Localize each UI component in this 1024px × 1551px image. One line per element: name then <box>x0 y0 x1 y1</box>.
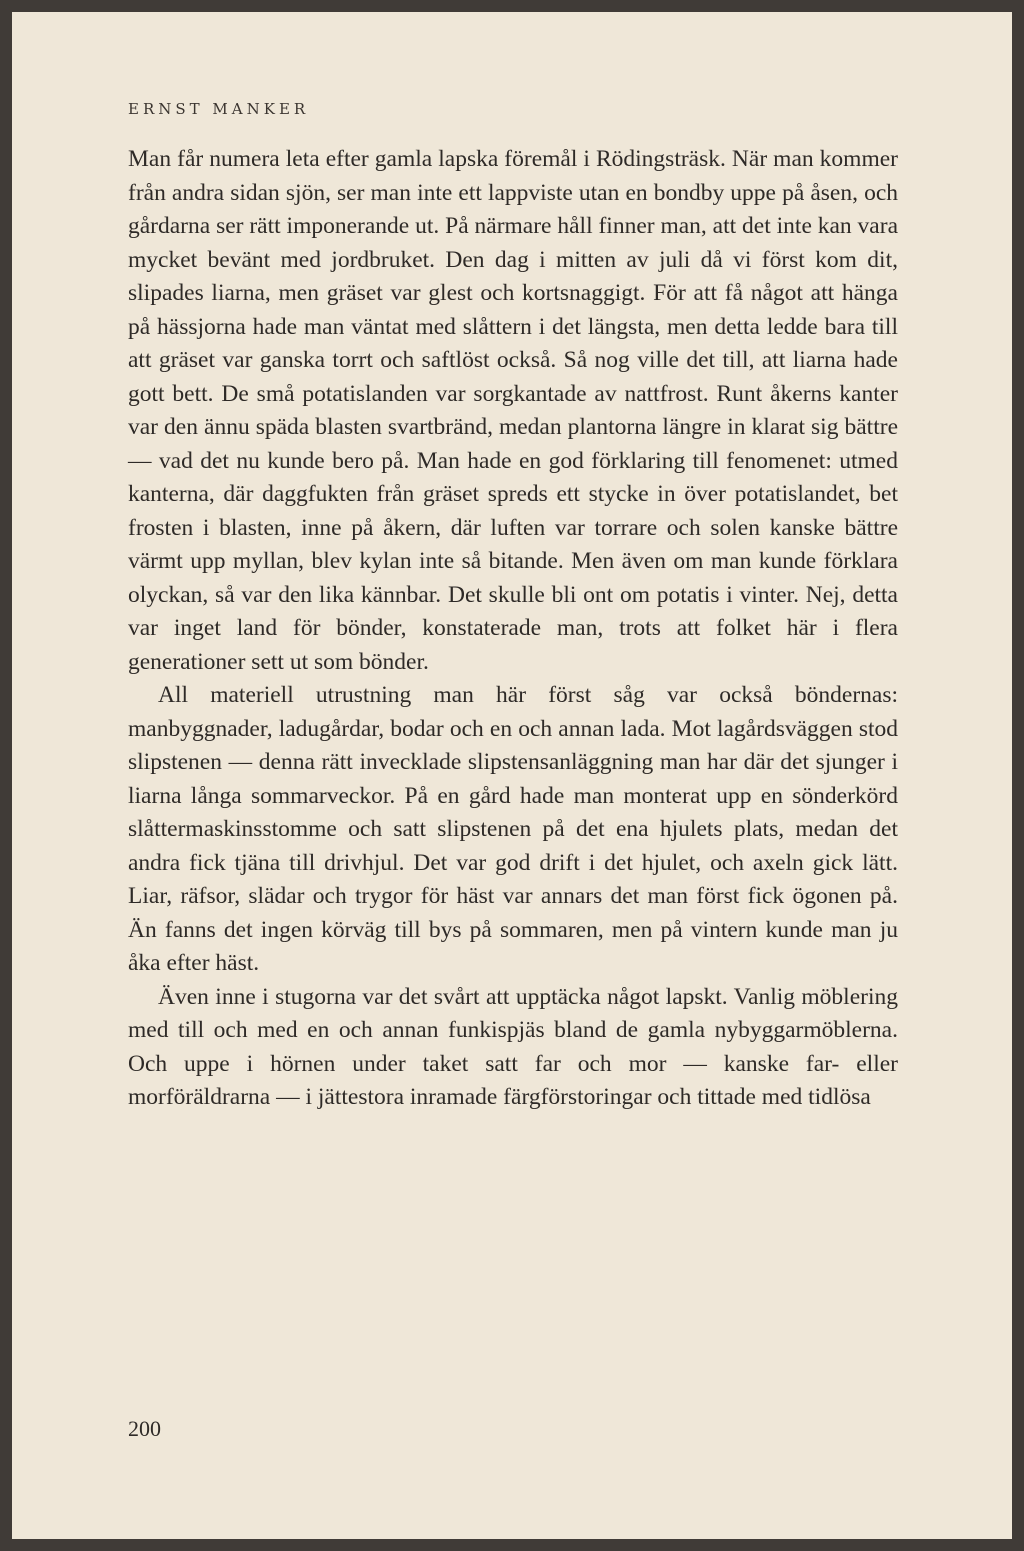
paragraph-1: Man får numera leta efter gamla lapska föremål i Rödingsträsk. När man kommer från andra sidan sjön, ser man inte ett lappviste utan en bondby uppe på åsen, och gårdarna ser rätt imponerande ut. På närmare håll finner man, att det inte kan vara mycket bevänt med jordbruket. Den dag i mitten av juli då vi först kom dit, slipades liarna, men gräset var glest och kortsnaggigt. För att få något att hänga på hässjorna hade man väntat med slåttern i det längsta, men detta ledde bara till att gräset var ganska torrt och saftlöst också. Så nog ville det till, att liarna hade gott bett. De små potatislanden var sorgkantade av nattfrost. Runt åkerns kanter var den ännu späda blasten svartbränd, medan plantorna längre in klarat sig bättre — vad det nu kunde bero på. Man hade en god förklaring till fenomenet: utmed kanterna, där daggfukten från gräset spreds ett stycke in över potatislandet, bet frosten i blasten, inne på åkern, där luften var torrare och solen kanske bättre värmt upp myllan, blev kylan inte så bitande. Men även om man kunde förklara olyckan, så var den lika kännbar. Det skulle bli ont om potatis i vinter. Nej, detta var inget land för bönder, konstaterade man, trots att folket här i flera generationer sett ut som bönder. <box>128 146 898 675</box>
paragraph-3: Även inne i stugorna var det svårt att upptäcka något lapskt. Vanlig möblering med till och med en och annan funkispjäs bland de gamla nybyggarmöblerna. Och uppe i hörnen under taket satt far och mor — kanske far- eller morföräldrarna — i jättestora inramade färgförstoringar och tittade med tidlösa <box>128 983 898 1110</box>
running-head: ERNST MANKER <box>128 100 310 118</box>
page-number: 200 <box>128 1416 161 1441</box>
body-text <box>128 143 898 1115</box>
paragraph-2: All materiell utrustning man här först såg var också böndernas: manbyggnader, ladugårdar, bodar och en och annan lada. Mot lagårdsväggen stod slipstenen — denna rätt invecklade slipstensanläggning man har där det sjunger i liarna långa sommarveckor. På en gård hade man monterat upp en sönderkörd slåttermaskinsstomme och satt slipstenen på det ena hjulets plats, medan det andra fick tjäna till drivhjul. Det var god drift i det hjulet, och axeln gick lätt. Liar, räfsor, slädar och trygor för häst var annars det man först fick ögonen på. Än fanns det ingen körväg till bys på sommaren, men på vintern kunde man ju åka efter häst. <box>128 682 898 976</box>
